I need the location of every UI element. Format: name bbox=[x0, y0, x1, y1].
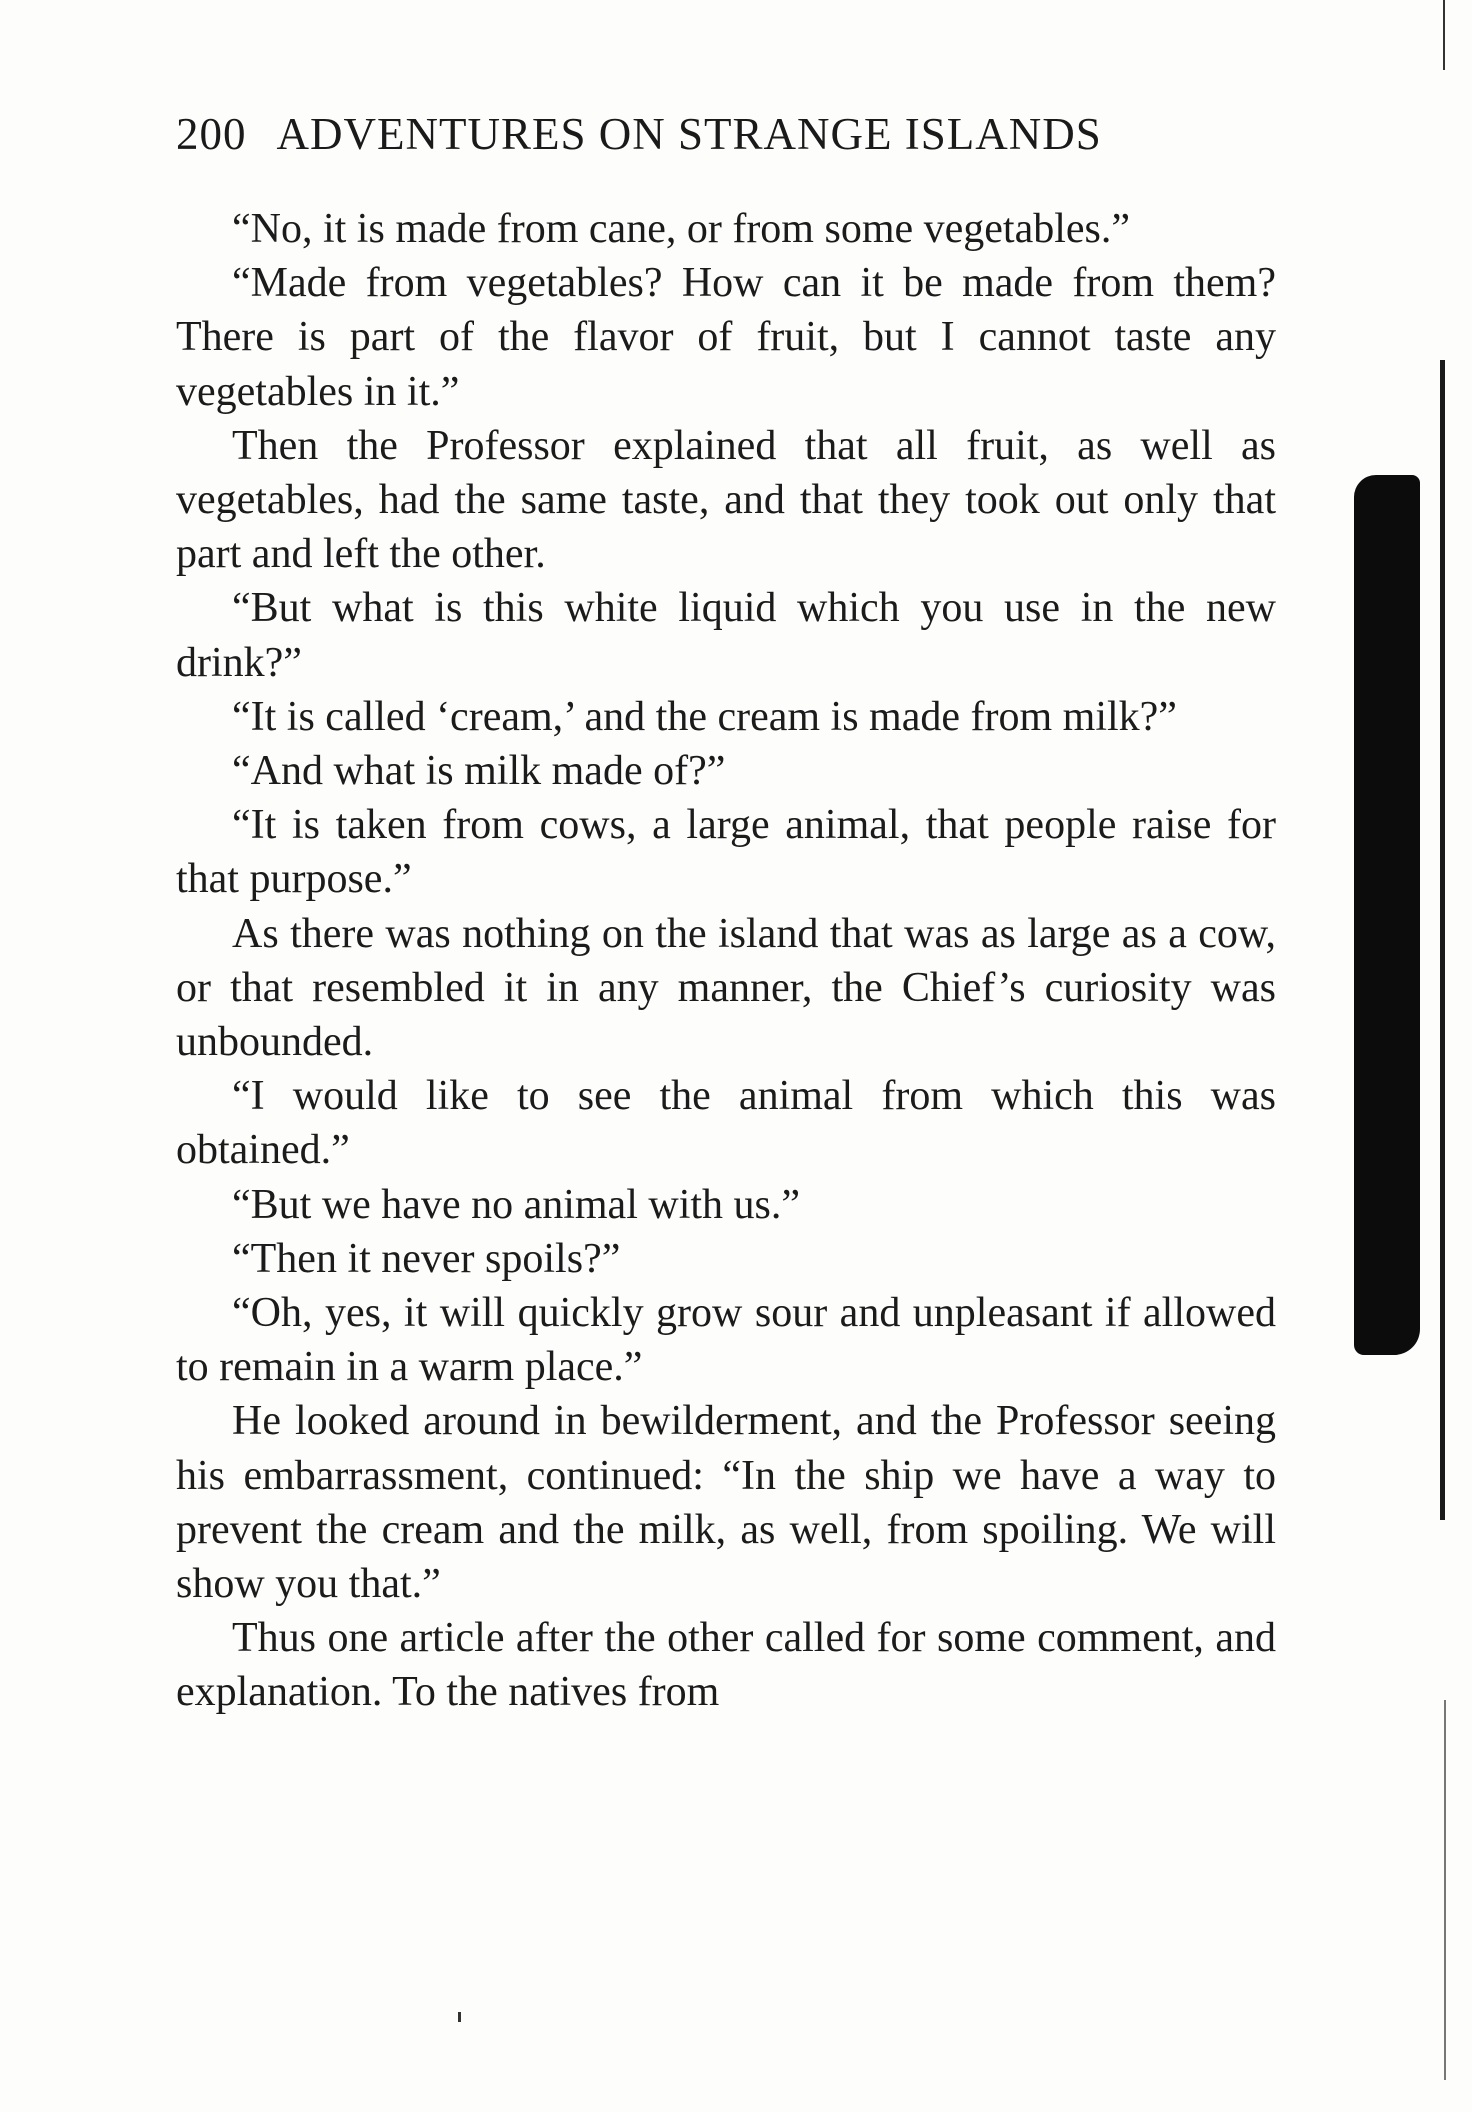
binding-shadow bbox=[1354, 475, 1420, 1355]
page-number: 200 bbox=[176, 109, 247, 159]
paragraph: “It is taken from cows, a large animal, that people raise for that purpose.” bbox=[176, 802, 1276, 903]
running-title: ADVENTURES ON STRANGE ISLANDS bbox=[276, 109, 1102, 159]
binding-edge-mark bbox=[1440, 360, 1445, 1520]
ink-speck bbox=[458, 2012, 461, 2022]
paragraph: “And what is milk made of?” bbox=[232, 748, 726, 795]
paragraph: “But what is this white liquid which you use in the new drink?” bbox=[176, 585, 1276, 686]
paragraph: “It is called ‘cream,’ and the cream is made from milk?” bbox=[232, 693, 1177, 740]
body-text bbox=[176, 202, 1276, 1720]
paragraph: “Made from vegetables? How can it be made from them? There is part of the flavor of fruit, but I cannot taste any vegetables in it.” bbox=[176, 260, 1276, 415]
paragraph: “No, it is made from cane, or from some vegetables.” bbox=[232, 206, 1131, 252]
paragraph: “Oh, yes, it will quickly grow sour and unpleasant if allowed to remain in a warm place.” bbox=[176, 1290, 1276, 1391]
binding-edge-mark bbox=[1443, 0, 1445, 70]
paragraph: “But we have no animal with us.” bbox=[232, 1181, 801, 1228]
paragraph: Thus one article after the other called for some comment, and explanation. To the natives from bbox=[176, 1615, 1276, 1716]
paragraph: He looked around in bewilderment, and the Professor seeing his embarrassment, continued: “In the ship we have a way to prevent the cream and the milk, as well, from spoiling. We will show you that.” bbox=[176, 1398, 1276, 1608]
paragraph: Then the Professor explained that all fruit, as well as vegetables, had the same taste, and that they took out only that part and left the other. bbox=[176, 422, 1276, 578]
binding-edge-mark bbox=[1444, 1700, 1446, 2080]
paragraph: “I would like to see the animal from which this was obtained.” bbox=[176, 1073, 1276, 1174]
paragraph: “Then it never spoils?” bbox=[232, 1235, 621, 1282]
page-header bbox=[176, 108, 1276, 160]
paragraph: As there was nothing on the island that was as large as a cow, or that resembled it in any manner, the Chief’s curiosity was unbounded. bbox=[176, 910, 1276, 1066]
